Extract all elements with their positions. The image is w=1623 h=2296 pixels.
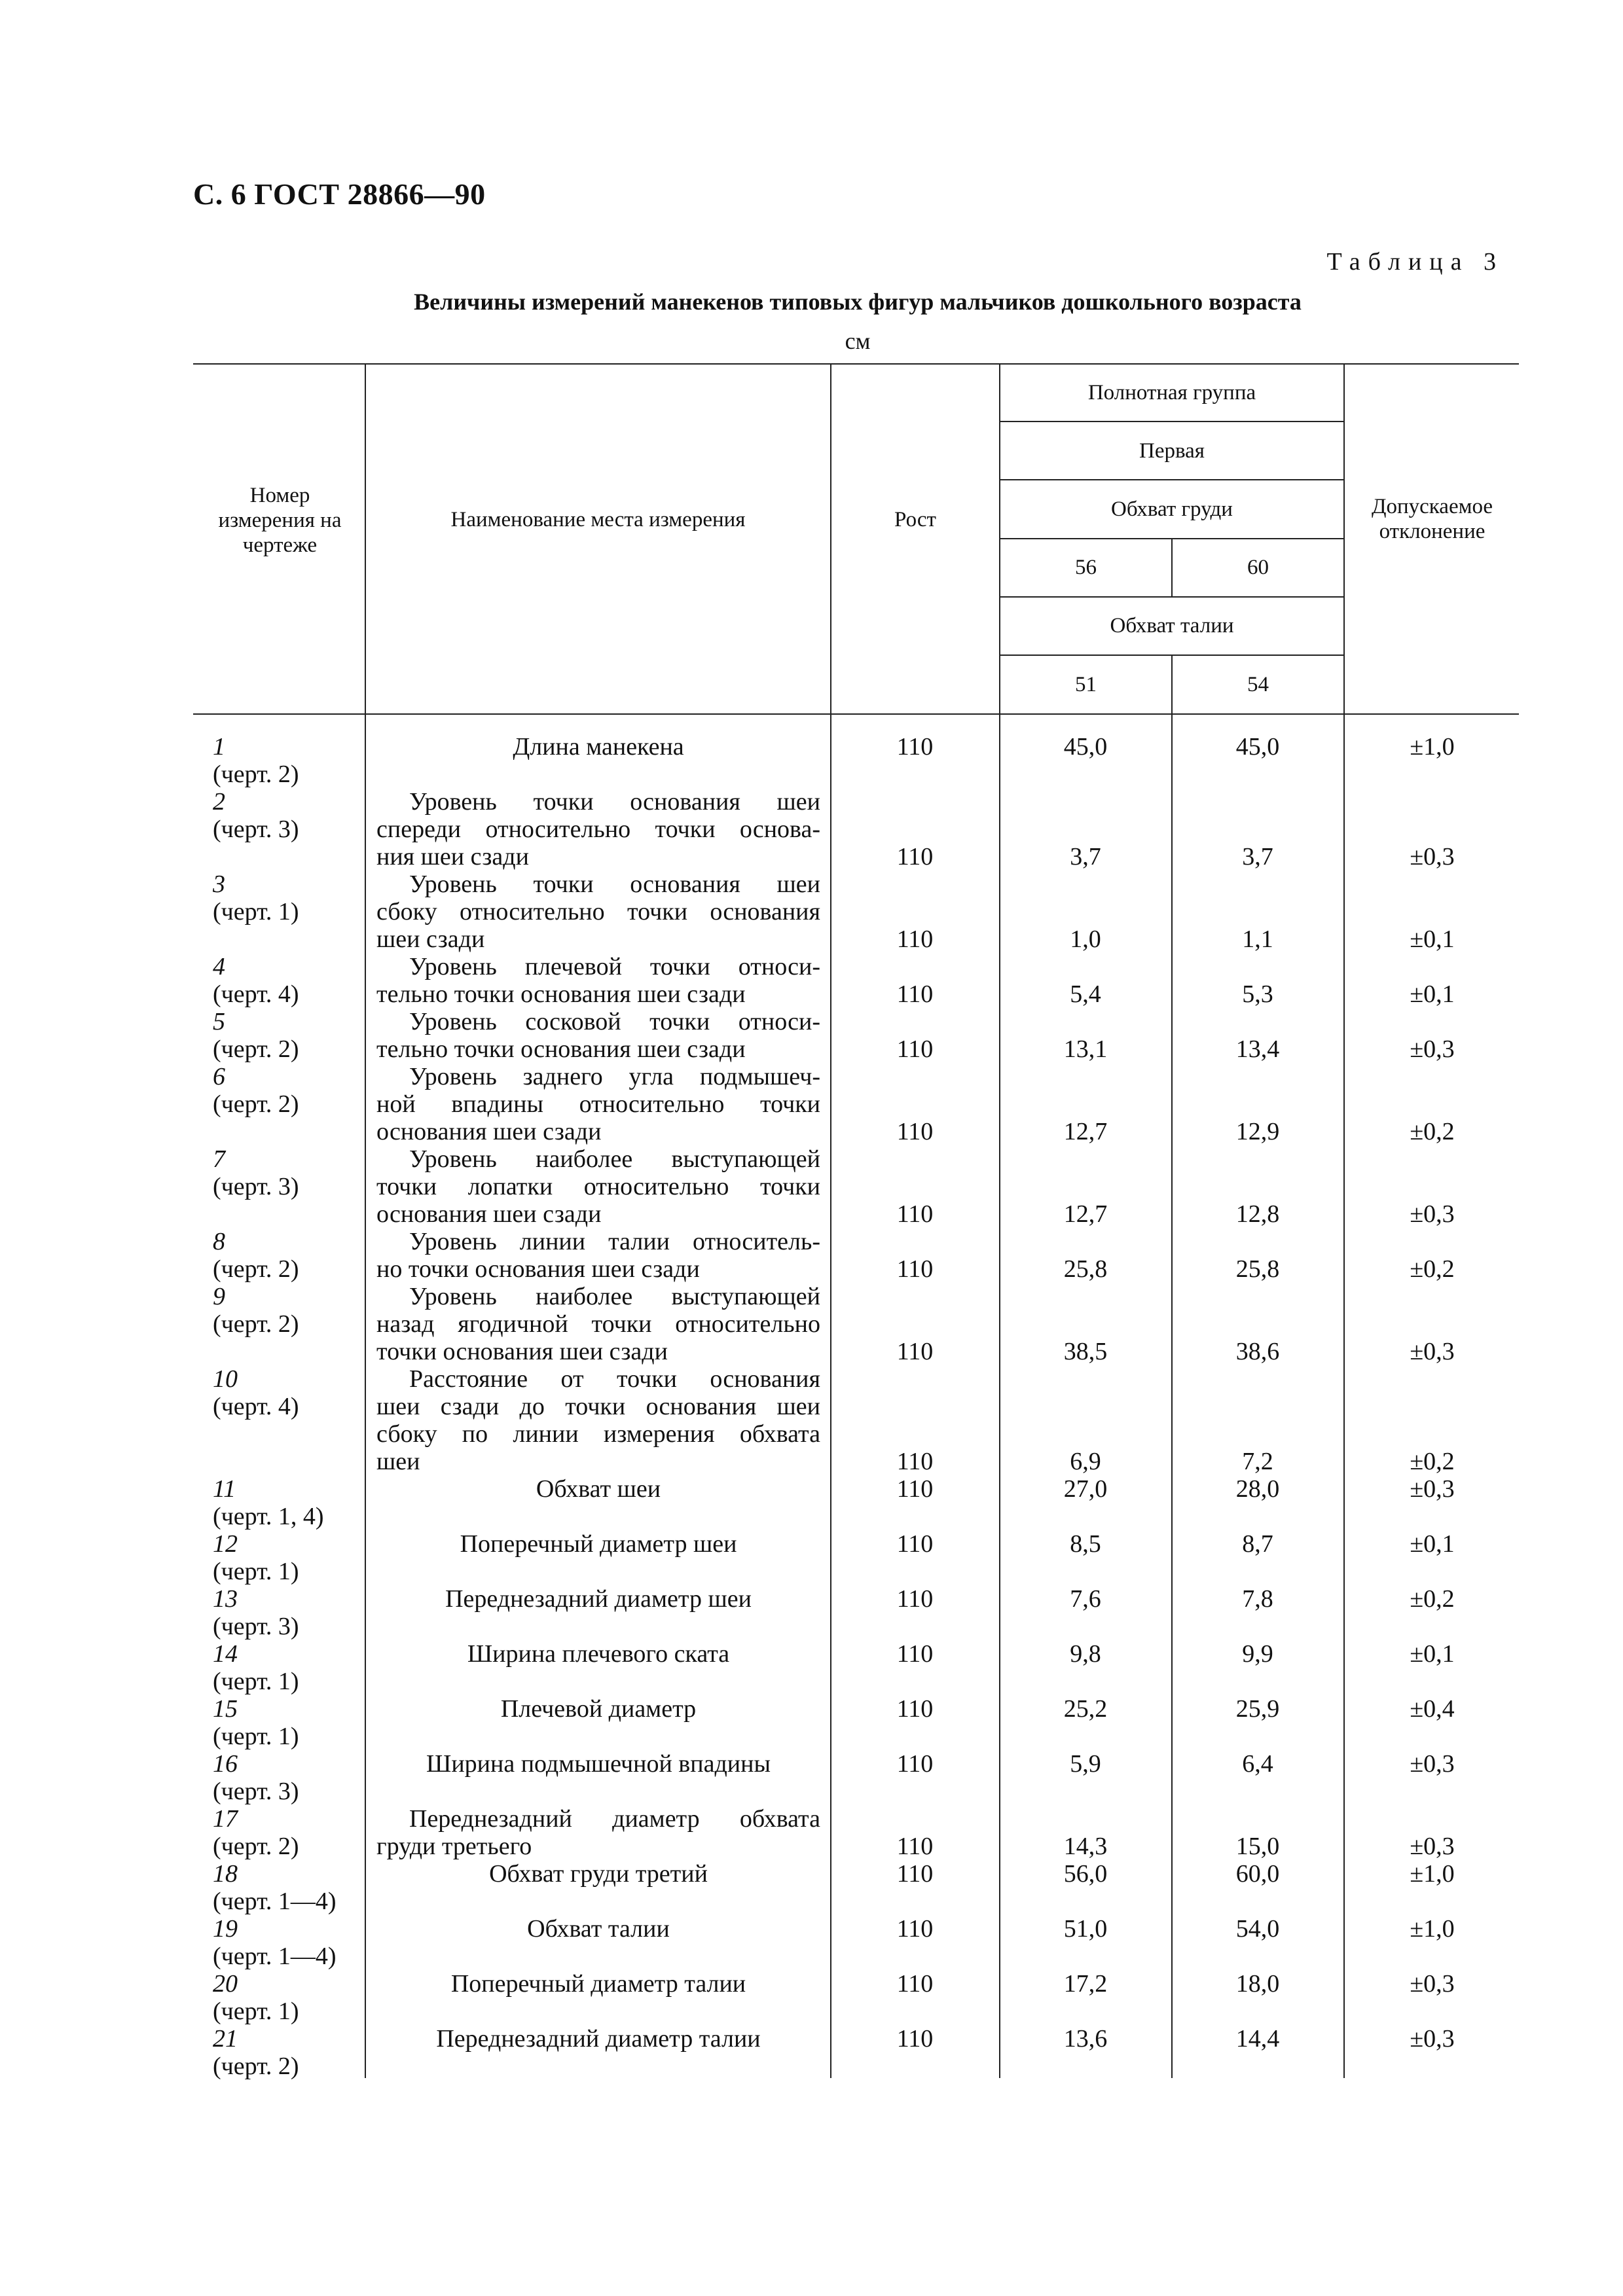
measurement-name-line: Длина манекена [513, 733, 684, 761]
col-header-waist-51: 51 [1075, 673, 1097, 696]
measurement-name [376, 1475, 820, 1503]
table-row [193, 1860, 1519, 1915]
measurement-index: 19 [213, 1915, 238, 1943]
value-chest-56: 3,7 [1070, 843, 1101, 870]
value-chest-56: 7,6 [1070, 1585, 1101, 1613]
col-header-deviation: Допускаемое отклонение [1371, 495, 1493, 543]
table-row [193, 788, 1519, 870]
table-row [193, 2025, 1519, 2080]
measurement-name-line: Уровень точки основания шеи [409, 788, 820, 816]
measurement-name-line: Переднезадний диаметр обхвата [409, 1805, 820, 1833]
measurement-name-line: Обхват шеи [536, 1475, 661, 1503]
measurement-index: 4 [213, 953, 225, 980]
col-header-chest: Обхват груди [1111, 497, 1233, 521]
col-header-name: Наименование места измерения [450, 508, 746, 531]
measurement-index: 12 [213, 1530, 238, 1558]
measurement-name-line: Переднезадний диаметр шеи [445, 1585, 752, 1613]
measurements-table [193, 363, 1519, 2078]
table-top-rule [193, 363, 1519, 365]
table-row [193, 1365, 1519, 1475]
col-header-first: Первая [1139, 439, 1205, 463]
value-chest-56: 51,0 [1063, 1915, 1108, 1943]
measurement-name-line: тельно точки основания шеи сзади [376, 1035, 746, 1063]
drawing-reference: (черт. 2) [213, 1310, 299, 1338]
value-chest-60: 7,2 [1242, 1448, 1273, 1475]
deviation-value: ±1,0 [1410, 733, 1455, 761]
measurement-name [376, 1530, 820, 1558]
measurement-number [213, 1805, 363, 1860]
height-value: 110 [896, 1860, 934, 1888]
value-chest-56: 14,3 [1063, 1833, 1108, 1860]
table-row [193, 1283, 1519, 1365]
measurement-number [213, 1970, 363, 2025]
height-value: 110 [896, 1585, 934, 1613]
measurement-name-line: спереди относительно точки основа- [376, 816, 820, 843]
height-value: 110 [896, 1833, 934, 1860]
value-chest-60: 54,0 [1235, 1915, 1280, 1943]
drawing-reference: (черт. 3) [213, 1778, 299, 1805]
header-rule-4 [999, 596, 1345, 598]
measurement-number [213, 733, 363, 788]
height-value: 110 [896, 1530, 934, 1558]
measurement-number [213, 1228, 363, 1283]
table-row [193, 1530, 1519, 1585]
height-value: 110 [896, 1200, 934, 1228]
drawing-reference: (черт. 1) [213, 1723, 299, 1750]
measurement-number [213, 1063, 363, 1118]
table-row [193, 1970, 1519, 2025]
value-chest-56: 9,8 [1070, 1640, 1101, 1668]
drawing-reference: (черт. 1—4) [213, 1888, 337, 1915]
measurement-name [376, 1915, 820, 1943]
drawing-reference: (черт. 2) [213, 2053, 299, 2080]
measurement-index: 3 [213, 870, 225, 898]
measurement-name-line: Обхват талии [527, 1915, 670, 1943]
measurement-name-line: сбоку относительно точки основания [376, 898, 820, 925]
value-chest-60: 7,8 [1242, 1585, 1273, 1613]
measurement-index: 5 [213, 1008, 225, 1035]
drawing-reference: (черт. 2) [213, 1255, 299, 1283]
drawing-reference: (черт. 1) [213, 1668, 299, 1695]
measurement-index: 6 [213, 1063, 225, 1090]
deviation-value: ±0,2 [1410, 1585, 1455, 1613]
height-value: 110 [896, 1118, 934, 1145]
height-value: 110 [896, 1970, 934, 1998]
value-chest-60: 25,8 [1235, 1255, 1280, 1283]
table-row [193, 1695, 1519, 1750]
measurement-number [213, 1530, 363, 1585]
measurement-name [376, 1063, 820, 1145]
value-chest-56: 12,7 [1063, 1118, 1108, 1145]
value-chest-60: 28,0 [1235, 1475, 1280, 1503]
measurement-number [213, 2025, 363, 2080]
measurement-name [376, 1860, 820, 1888]
value-chest-60: 5,3 [1242, 980, 1273, 1008]
measurement-number [213, 1695, 363, 1750]
value-chest-56: 25,8 [1063, 1255, 1108, 1283]
value-chest-56: 12,7 [1063, 1200, 1108, 1228]
measurement-name-line: Уровень сосковой точки относи- [409, 1008, 820, 1035]
deviation-value: ±0,3 [1410, 1200, 1455, 1228]
drawing-reference: (черт. 1—4) [213, 1943, 337, 1970]
measurement-index: 13 [213, 1585, 238, 1613]
height-value: 110 [896, 1035, 934, 1063]
measurement-name-line: точки основания шеи сзади [376, 1338, 668, 1365]
table-row [193, 1063, 1519, 1145]
measurement-number [213, 953, 363, 1008]
height-value: 110 [896, 843, 934, 870]
col-header-group: Полнотная группа [1087, 381, 1256, 404]
col-header-chest-60: 60 [1247, 556, 1269, 579]
measurement-number [213, 1145, 363, 1200]
deviation-value: ±0,4 [1410, 1695, 1455, 1723]
deviation-value: ±0,1 [1410, 1640, 1455, 1668]
height-value: 110 [896, 925, 934, 953]
drawing-reference: (черт. 1) [213, 1998, 299, 2025]
value-chest-56: 38,5 [1063, 1338, 1108, 1365]
measurement-name [376, 1008, 820, 1063]
value-chest-56: 56,0 [1063, 1860, 1108, 1888]
measurement-name-line: Ширина плечевого ската [467, 1640, 730, 1668]
height-value: 110 [896, 980, 934, 1008]
measurement-index: 9 [213, 1283, 225, 1310]
value-chest-56: 13,6 [1063, 2025, 1108, 2053]
measurement-number [213, 1365, 363, 1420]
table-row [193, 733, 1519, 788]
table-row [193, 1915, 1519, 1970]
measurement-index: 2 [213, 788, 225, 816]
value-chest-60: 12,9 [1235, 1118, 1280, 1145]
drawing-reference: (черт. 3) [213, 1613, 299, 1640]
drawing-reference: (черт. 4) [213, 980, 299, 1008]
value-chest-56: 25,2 [1063, 1695, 1108, 1723]
table-row [193, 1805, 1519, 1860]
drawing-reference: (черт. 3) [213, 1173, 299, 1200]
measurement-name [376, 788, 820, 870]
deviation-value: ±0,3 [1410, 843, 1455, 870]
value-chest-60: 18,0 [1235, 1970, 1280, 1998]
measurement-name-line: основания шеи сзади [376, 1118, 602, 1145]
height-value: 110 [896, 1915, 934, 1943]
header-rule-2 [999, 479, 1345, 480]
measurement-name [376, 733, 820, 761]
deviation-value: ±0,3 [1410, 1833, 1455, 1860]
table-row [193, 1475, 1519, 1530]
deviation-value: ±0,3 [1410, 1970, 1455, 1998]
deviation-value: ±0,2 [1410, 1118, 1455, 1145]
unit-label: см [845, 328, 871, 354]
table-row [193, 1228, 1519, 1283]
deviation-value: ±0,2 [1410, 1448, 1455, 1475]
col-header-rost: Рост [894, 508, 936, 531]
measurement-name [376, 1805, 820, 1860]
value-chest-60: 14,4 [1235, 2025, 1280, 2053]
measurement-name-line: ной впадины относительно точки [376, 1090, 820, 1118]
measurement-number [213, 1475, 363, 1530]
measurement-number [213, 788, 363, 843]
measurement-index: 17 [213, 1805, 238, 1833]
value-chest-56: 5,9 [1070, 1750, 1101, 1778]
value-chest-56: 17,2 [1063, 1970, 1108, 1998]
measurement-name-line: Уровень заднего угла подмышеч- [409, 1063, 820, 1090]
measurement-name-line: Уровень плечевой точки относи- [409, 953, 820, 980]
measurement-index: 18 [213, 1860, 238, 1888]
value-chest-56: 8,5 [1070, 1530, 1101, 1558]
header-rule-1 [999, 421, 1345, 422]
measurement-number [213, 1008, 363, 1063]
value-chest-60: 60,0 [1235, 1860, 1280, 1888]
measurement-name [376, 1750, 820, 1778]
measurement-number [213, 1860, 363, 1915]
header-rule-5 [999, 655, 1345, 656]
measurement-name [376, 1585, 820, 1613]
page-header: С. 6 ГОСТ 28866—90 [193, 177, 486, 211]
measurement-name-line: Поперечный диаметр талии [450, 1970, 746, 1998]
measurement-index: 20 [213, 1970, 238, 1998]
measurement-name [376, 1145, 820, 1228]
measurement-name-line: Уровень наиболее выступающей [409, 1283, 820, 1310]
col-header-waist: Обхват талии [1110, 614, 1234, 637]
measurement-index: 10 [213, 1365, 238, 1393]
measurement-name [376, 2025, 820, 2053]
drawing-reference: (черт. 2) [213, 1090, 299, 1118]
value-chest-60: 13,4 [1235, 1035, 1280, 1063]
measurement-name-line: тельно точки основания шеи сзади [376, 980, 746, 1008]
measurement-number [213, 1283, 363, 1338]
measurement-index: 14 [213, 1640, 238, 1668]
height-value: 110 [896, 1695, 934, 1723]
deviation-value: ±0,3 [1410, 1035, 1455, 1063]
drawing-reference: (черт. 2) [213, 761, 299, 788]
measurement-name [376, 953, 820, 1008]
value-chest-60: 1,1 [1242, 925, 1273, 953]
measurement-name-line: точки лопатки относительно точки [376, 1173, 820, 1200]
measurement-name [376, 1365, 820, 1475]
deviation-value: ±0,3 [1410, 1338, 1455, 1365]
measurement-name-line: сбоку по линии измерения обхвата [376, 1420, 820, 1448]
measurement-name [376, 1640, 820, 1668]
height-value: 110 [896, 1255, 934, 1283]
measurement-name-line: Уровень линии талии относитель- [409, 1228, 820, 1255]
deviation-value: ±0,3 [1410, 2025, 1455, 2053]
measurement-name-line: но точки основания шеи сзади [376, 1255, 700, 1283]
measurement-number [213, 1640, 363, 1695]
deviation-value: ±0,1 [1410, 925, 1455, 953]
col-header-waist-54: 54 [1247, 673, 1269, 696]
deviation-value: ±0,3 [1410, 1475, 1455, 1503]
drawing-reference: (черт. 1, 4) [213, 1503, 324, 1530]
measurement-name-line: Уровень наиболее выступающей [409, 1145, 820, 1173]
measurement-name-line: шеи сзади до точки основания шеи [376, 1393, 820, 1420]
table-row [193, 870, 1519, 953]
measurement-name-line: Обхват груди третий [489, 1860, 708, 1888]
measurement-name-line: Поперечный диаметр шеи [460, 1530, 737, 1558]
value-chest-56: 5,4 [1070, 980, 1101, 1008]
deviation-value: ±1,0 [1410, 1860, 1455, 1888]
measurement-name-line: основания шеи сзади [376, 1200, 602, 1228]
measurement-index: 21 [213, 2025, 238, 2053]
height-value: 110 [896, 733, 934, 761]
table-row [193, 1750, 1519, 1805]
measurement-name-line: назад ягодичной точки относительно [376, 1310, 820, 1338]
deviation-value: ±1,0 [1410, 1915, 1455, 1943]
measurement-index: 16 [213, 1750, 238, 1778]
height-value: 110 [896, 2025, 934, 2053]
value-chest-56: 27,0 [1063, 1475, 1108, 1503]
table-row [193, 953, 1519, 1008]
table-row [193, 1585, 1519, 1640]
measurement-name [376, 1695, 820, 1723]
drawing-reference: (черт. 1) [213, 898, 299, 925]
table-row [193, 1640, 1519, 1695]
value-chest-60: 38,6 [1235, 1338, 1280, 1365]
height-value: 110 [896, 1640, 934, 1668]
header-rule-3 [999, 538, 1345, 539]
drawing-reference: (черт. 3) [213, 816, 299, 843]
value-chest-60: 9,9 [1242, 1640, 1273, 1668]
measurement-name-line: Расстояние от точки основания [409, 1365, 820, 1393]
measurement-name-line: ния шеи сзади [376, 843, 529, 870]
deviation-value: ±0,1 [1410, 1530, 1455, 1558]
measurement-number [213, 1585, 363, 1640]
measurement-name-line: шеи сзади [376, 925, 485, 953]
measurement-name-line: Переднезадний диаметр талии [436, 2025, 761, 2053]
value-chest-56: 1,0 [1070, 925, 1101, 953]
measurement-index: 1 [213, 733, 225, 761]
drawing-reference: (черт. 2) [213, 1035, 299, 1063]
table-title: Величины измерений манекенов типовых фигур мальчиков дошкольного возраста [414, 289, 1302, 315]
measurement-name [376, 1283, 820, 1365]
table-row [193, 1008, 1519, 1063]
height-value: 110 [896, 1750, 934, 1778]
measurement-number [213, 1750, 363, 1805]
value-chest-60: 15,0 [1235, 1833, 1280, 1860]
measurement-name [376, 1970, 820, 1998]
value-chest-60: 6,4 [1242, 1750, 1273, 1778]
table-row [193, 1145, 1519, 1228]
height-value: 110 [896, 1448, 934, 1475]
measurement-name-line: Уровень точки основания шеи [409, 870, 820, 898]
deviation-value: ±0,1 [1410, 980, 1455, 1008]
height-value: 110 [896, 1338, 934, 1365]
table-label: Таблица 3 [1326, 248, 1504, 276]
measurement-name [376, 1228, 820, 1283]
measurement-name-line: Ширина подмышечной впадины [426, 1750, 771, 1778]
value-chest-60: 25,9 [1235, 1695, 1280, 1723]
value-chest-56: 45,0 [1063, 733, 1108, 761]
measurement-name [376, 870, 820, 953]
drawing-reference: (черт. 4) [213, 1393, 299, 1420]
drawing-reference: (черт. 2) [213, 1833, 299, 1860]
value-chest-60: 3,7 [1242, 843, 1273, 870]
value-chest-60: 45,0 [1235, 733, 1280, 761]
measurement-name-line: шеи [376, 1448, 420, 1475]
measurement-name-line: Плечевой диаметр [500, 1695, 697, 1723]
value-chest-56: 13,1 [1063, 1035, 1108, 1063]
deviation-value: ±0,2 [1410, 1255, 1455, 1283]
value-chest-60: 12,8 [1235, 1200, 1280, 1228]
value-chest-60: 8,7 [1242, 1530, 1273, 1558]
value-chest-56: 6,9 [1070, 1448, 1101, 1475]
drawing-reference: (черт. 1) [213, 1558, 299, 1585]
col-header-num: Номер измерения на чертеже [218, 484, 342, 557]
table-header-bottom-rule [193, 713, 1519, 715]
measurement-name-line: груди третьего [376, 1833, 532, 1860]
deviation-value: ±0,3 [1410, 1750, 1455, 1778]
measurement-index: 11 [213, 1475, 236, 1503]
col-header-chest-56: 56 [1075, 556, 1097, 579]
measurement-index: 15 [213, 1695, 238, 1723]
height-value: 110 [896, 1475, 934, 1503]
measurement-number [213, 870, 363, 925]
measurement-index: 7 [213, 1145, 225, 1173]
measurement-number [213, 1915, 363, 1970]
measurement-index: 8 [213, 1228, 225, 1255]
